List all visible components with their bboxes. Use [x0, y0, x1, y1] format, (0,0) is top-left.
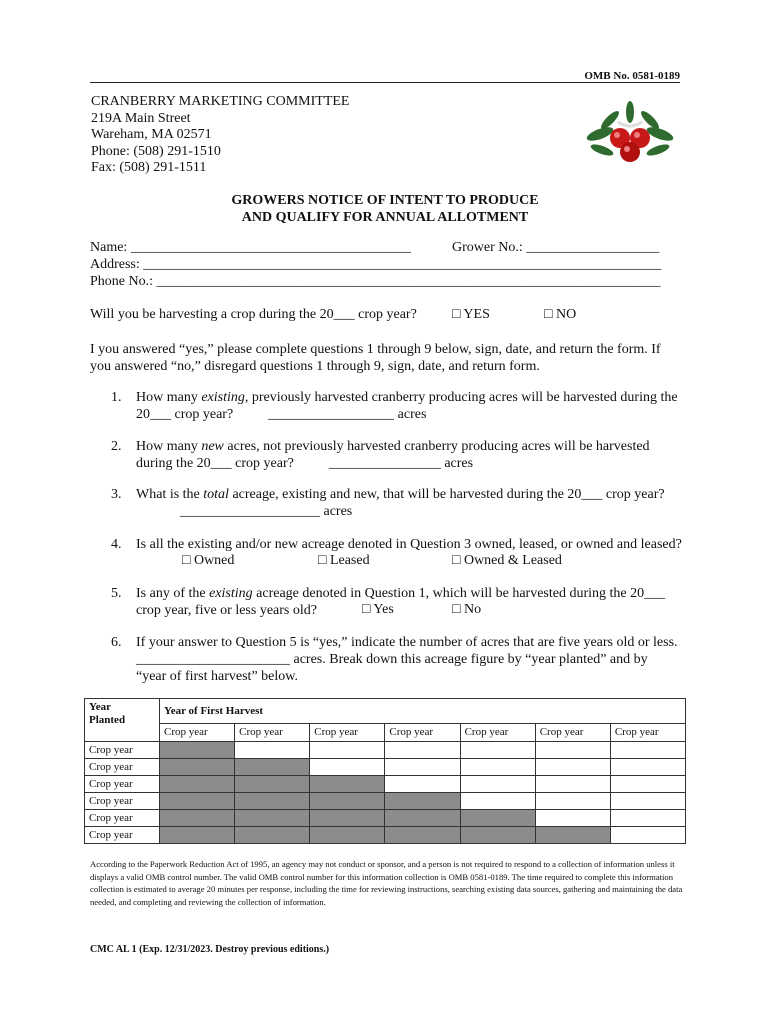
column-header: Crop year	[610, 723, 685, 741]
harvest-no-checkbox[interactable]: □ NO	[544, 307, 577, 322]
input-cell[interactable]	[460, 759, 535, 776]
column-header: Crop year	[385, 723, 460, 741]
shaded-cell	[385, 810, 460, 827]
org-name: CRANBERRY MARKETING COMMITTEE	[91, 94, 350, 109]
q6-text: If your answer to Question 5 is “yes,” indicate the number of acres that are five years old or less.	[136, 635, 678, 650]
column-header: Crop year	[160, 723, 235, 741]
q1-answer-line[interactable]: 20___ crop year? __________________ acres	[136, 407, 427, 422]
q5-no-checkbox[interactable]: □ No	[452, 602, 482, 617]
table-row	[85, 776, 686, 793]
shaded-cell	[235, 759, 310, 776]
shaded-cell	[235, 810, 310, 827]
shaded-cell	[310, 810, 385, 827]
q2-text-cont: acres, not previously harvested cranberry producing acres will be harvested	[223, 439, 650, 454]
shaded-cell	[310, 827, 385, 844]
q5-text-line-2: crop year, five or less years old?	[136, 603, 317, 618]
corner-line-1: Year	[89, 701, 111, 713]
owned-checkbox[interactable]: □ Owned	[182, 553, 235, 568]
harvest-question: Will you be harvesting a crop during the 20___ crop year?	[90, 307, 417, 322]
address-field[interactable]: Address: __________________________________________________________________________	[90, 257, 662, 272]
harvest-yes-checkbox[interactable]: □ YES	[452, 307, 490, 322]
phone: Phone: (508) 291-1510	[91, 143, 221, 159]
input-cell[interactable]	[535, 793, 610, 810]
owned-leased-checkbox[interactable]: □ Owned & Leased	[452, 553, 562, 568]
question-2	[111, 438, 650, 472]
q5-text-cont: acreage denoted in Question 1, which will be harvested during the 20___	[252, 586, 666, 601]
column-header: Crop year	[235, 723, 310, 741]
input-cell[interactable]	[235, 742, 310, 759]
question-1	[111, 389, 678, 423]
corner-line-2: Planted	[89, 714, 126, 726]
name-field[interactable]: Name: ________________________________________	[90, 240, 411, 255]
q6-text-line-3: “year of first harvest” below.	[136, 669, 298, 684]
question-number: 1.	[111, 390, 122, 405]
shaded-cell	[310, 793, 385, 810]
question-number: 5.	[111, 586, 122, 601]
question-5	[111, 585, 666, 619]
q5-text: Is any of the	[136, 586, 210, 601]
q2-text: How many	[136, 439, 202, 454]
instructions	[90, 341, 690, 375]
input-cell[interactable]	[610, 793, 685, 810]
input-cell[interactable]	[610, 827, 685, 844]
question-4	[111, 536, 682, 553]
q2-answer-line[interactable]: during the 20___ crop year? ________________ acres	[136, 456, 474, 471]
shaded-cell	[535, 827, 610, 844]
cranberry-ornament-icon	[580, 100, 680, 168]
row-label: Crop year	[85, 776, 160, 793]
table-row	[85, 742, 686, 759]
input-cell[interactable]	[460, 793, 535, 810]
paperwork-notice: According to the Paperwork Reduction Act of 1995, an agency may not conduct or sponsor, and a person is not required to respond to a collection of information unless it displays a valid OMB control number. The valid OMB control number for this information collection is OMB 0581-0189. The time required to complete this information collection is estimated to average 20 minutes per response, including the time for reviewing instructions, searching existing data sources, gathering and maintaining the data needed, and completing and reviewing the collection of information.	[90, 859, 683, 907]
omb-number: OMB No. 0581-0189	[584, 70, 680, 82]
grower-no-field[interactable]: Grower No.: ___________________	[452, 240, 660, 255]
input-cell[interactable]	[535, 742, 610, 759]
table-row	[85, 793, 686, 810]
input-cell[interactable]	[610, 759, 685, 776]
q3-answer-line[interactable]: ____________________ acres	[180, 504, 353, 519]
shaded-cell	[160, 776, 235, 793]
header-rule	[90, 82, 680, 83]
input-cell[interactable]	[310, 742, 385, 759]
q6-answer-line[interactable]: ______________________ acres. Break down this acreage figure by “year planted” and by	[136, 652, 648, 667]
q5-emphasis: existing	[209, 586, 253, 601]
year-planted-header	[85, 699, 160, 742]
shaded-cell	[460, 810, 535, 827]
q4-text: Is all the existing and/or new acreage denoted in Question 3 owned, leased, or owned and leased?	[136, 537, 682, 552]
title-line-2: AND QUALIFY FOR ANNUAL ALLOTMENT	[241, 210, 529, 225]
row-label: Crop year	[85, 742, 160, 759]
row-label: Crop year	[85, 759, 160, 776]
q3-emphasis: total	[203, 487, 229, 502]
row-label: Crop year	[85, 827, 160, 844]
question-6	[111, 634, 678, 685]
form-id: CMC AL 1 (Exp. 12/31/2023. Destroy previous editions.)	[90, 944, 330, 955]
input-cell[interactable]	[535, 759, 610, 776]
q2-emphasis: new	[201, 439, 224, 454]
instructions-line-1: I you answered “yes,” please complete questions 1 through 9 below, sign, date, and return the form. If	[90, 342, 661, 357]
table-row	[85, 810, 686, 827]
input-cell[interactable]	[385, 742, 460, 759]
table-row	[85, 759, 686, 776]
question-3	[111, 486, 665, 520]
input-cell[interactable]	[460, 742, 535, 759]
leased-checkbox[interactable]: □ Leased	[318, 553, 370, 568]
column-headers	[85, 723, 686, 741]
shaded-cell	[235, 827, 310, 844]
shaded-cell	[385, 793, 460, 810]
phone-field[interactable]: Phone No.: ________________________________________________________________________	[90, 274, 661, 289]
input-cell[interactable]	[610, 742, 685, 759]
input-cell[interactable]	[310, 759, 385, 776]
column-header: Crop year	[310, 723, 385, 741]
input-cell[interactable]	[385, 759, 460, 776]
question-number: 2.	[111, 439, 122, 454]
q1-emphasis: existing	[201, 390, 245, 405]
shaded-cell	[160, 827, 235, 844]
shaded-cell	[160, 759, 235, 776]
q3-text: What is the	[136, 487, 204, 502]
shaded-cell	[160, 810, 235, 827]
q5-yes-checkbox[interactable]: □ Yes	[362, 602, 394, 617]
input-cell[interactable]	[535, 776, 610, 793]
form-title	[0, 192, 770, 226]
question-number: 6.	[111, 635, 122, 650]
input-cell[interactable]	[610, 810, 685, 827]
q1-text-cont: , previously harvested cranberry producing acres will be harvested during the	[244, 390, 678, 405]
question-number: 3.	[111, 487, 122, 502]
shaded-cell	[310, 776, 385, 793]
question-number: 4.	[111, 537, 122, 552]
input-cell[interactable]	[535, 810, 610, 827]
q3-text-cont: acreage, existing and new, that will be harvested during the 20___ crop year?	[228, 487, 665, 502]
street: 219A Main Street	[91, 110, 191, 126]
acreage-table	[84, 698, 686, 844]
row-label: Crop year	[85, 810, 160, 827]
address-block	[91, 94, 350, 177]
first-harvest-header: Year of First Harvest	[160, 699, 686, 724]
shaded-cell	[235, 776, 310, 793]
shaded-cell	[160, 793, 235, 810]
table-row	[85, 827, 686, 844]
column-header: Crop year	[460, 723, 535, 741]
shaded-cell	[235, 793, 310, 810]
instructions-line-2: you answered “no,” disregard questions 1 through 9, sign, date, and return form.	[90, 359, 540, 374]
title-line-1: GROWERS NOTICE OF INTENT TO PRODUCE	[231, 193, 539, 208]
q1-text: How many	[136, 390, 202, 405]
input-cell[interactable]	[610, 776, 685, 793]
shaded-cell	[460, 827, 535, 844]
input-cell[interactable]	[460, 776, 535, 793]
city: Wareham, MA 02571	[91, 127, 212, 142]
input-cell[interactable]	[385, 776, 460, 793]
column-header: Crop year	[535, 723, 610, 741]
shaded-cell	[385, 827, 460, 844]
row-label: Crop year	[85, 793, 160, 810]
fax: Fax: (508) 291-1511	[91, 160, 207, 175]
shaded-cell	[160, 742, 235, 759]
